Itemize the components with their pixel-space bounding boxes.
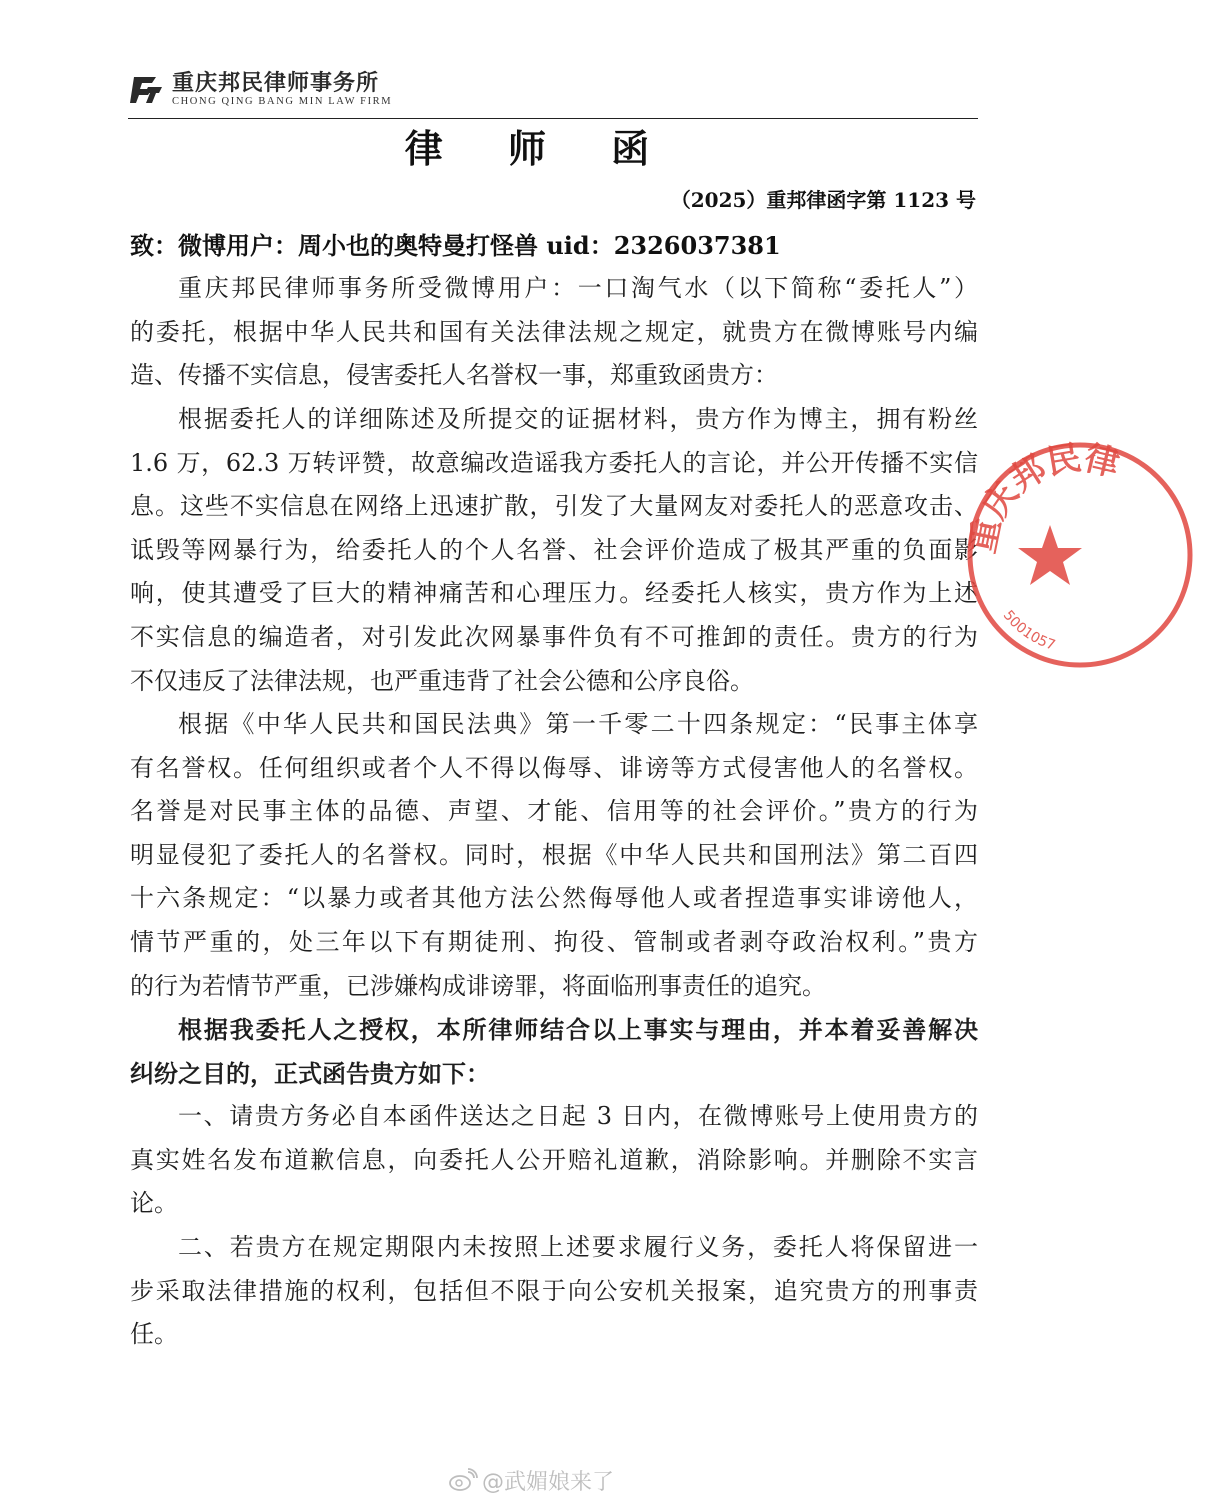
firm-name-cn: 重庆邦民律师事务所: [172, 71, 380, 96]
text-line: 二、若贵方在规定期限内未按照上述要求履行义务，委托人将保留进一: [178, 1233, 978, 1261]
text-line: 根据我委托人之授权，本所律师结合以上事实与理由，并本着妥善解决: [178, 1015, 978, 1044]
text-line: 纠纷之目的，正式函告贵方如下：: [130, 1058, 490, 1088]
firm-logo: [130, 68, 392, 112]
text-line: 论。: [130, 1189, 178, 1218]
paragraph-demand-2: [130, 1226, 978, 1357]
text-line: 根据《中华人民共和国民法典》第一千零二十四条规定：“民事主体享: [178, 710, 978, 738]
text-line: 有名誉权。任何组织或者个人不得以侮辱、诽谤等方式侵害他人的名誉权。: [130, 753, 978, 782]
text-line: 十六条规定：“以暴力或者其他方法公然侮辱他人或者捏造事实诽谤他人，: [130, 884, 978, 913]
text-line: 造、传播不实信息，侵害委托人名誉权一事，郑重致函贵方：: [130, 361, 778, 390]
reference-number: （2025）重邦律函字第 1123 号: [670, 188, 976, 212]
text-line: 息。这些不实信息在网络上迅速扩散，引发了大量网友对委托人的恶意攻击、: [130, 492, 978, 521]
watermark-text: @武媚娘来了: [482, 1469, 615, 1495]
text-line: 名誉是对民事主体的品德、声望、才能、信用等的社会评价。”贵方的行为: [130, 797, 978, 826]
firm-logo-icon: [130, 73, 164, 107]
header-divider: [128, 118, 978, 119]
text-line: 一、请贵方务必自本函件送达之日起 3 日内，在微博账号上使用贵方的: [178, 1102, 978, 1130]
paragraph-intro: [130, 267, 978, 398]
text-line: 响，使其遭受了巨大的精神痛苦和心理压力。经委托人核实，贵方作为上述: [130, 579, 978, 608]
text-line: 真实姓名发布道歉信息，向委托人公开赔礼道歉，消除影响。并删除不实言: [130, 1145, 978, 1174]
text-line: 诋毁等网暴行为，给委托人的个人名誉、社会评价造成了极其严重的负面影: [130, 535, 978, 564]
seal-number: 5001057: [999, 607, 1058, 654]
text-line: 不仅违反了法律法规，也严重违背了社会公德和公序良俗。: [130, 666, 754, 695]
paragraph-demand-1: [130, 1095, 978, 1226]
text-line: 的委托，根据中华人民共和国有关法律法规之规定，就贵方在微博账号内编: [130, 317, 978, 346]
text-line: 根据委托人的详细陈述及所提交的证据材料，贵方作为博主，拥有粉丝: [178, 405, 978, 433]
weibo-watermark: [448, 1460, 614, 1500]
text-line: 任。: [130, 1320, 178, 1349]
text-line: 步采取法律措施的权利，包括但不限于向公安机关报案，追究贵方的刑事责: [130, 1276, 978, 1305]
svg-text:重庆邦民律: [963, 438, 1123, 557]
svg-text:5001057: [1000, 608, 1058, 654]
paragraph-notice: [130, 1008, 978, 1095]
paragraph-legal-basis: [130, 703, 978, 1008]
text-line: 不实信息的编造者，对引发此次网暴事件负有不可推卸的责任。贵方的行为: [130, 622, 978, 651]
paragraph-facts: [130, 398, 978, 703]
seal-text: 重庆邦民律: [962, 437, 1124, 557]
law-firm-seal: [955, 430, 1205, 680]
text-line: 明显侵犯了委托人的名誉权。同时，根据《中华人民共和国刑法》第二百四: [130, 840, 978, 869]
addressee-line: 致：微博用户：周小也的奥特曼打怪兽 uid：2326037381: [130, 231, 781, 260]
weibo-icon: [448, 1468, 478, 1492]
firm-name-en: CHONG QING BANG MIN LAW FIRM: [172, 96, 393, 107]
text-line: 的行为若情节严重，已涉嫌构成诽谤罪，将面临刑事责任的追究。: [130, 971, 826, 1000]
text-line: 情节严重的，处三年以下有期徒刑、拘役、管制或者剥夺政治权利。”贵方: [130, 927, 978, 956]
text-line: 重庆邦民律师事务所受微博用户：一口淘气水（以下简称“委托人”）: [178, 274, 978, 302]
text-line: 1.6 万，62.3 万转评赞，故意编改造谣我方委托人的言论，并公开传播不实信: [130, 448, 978, 477]
document-title: 律 师 函: [404, 126, 676, 171]
